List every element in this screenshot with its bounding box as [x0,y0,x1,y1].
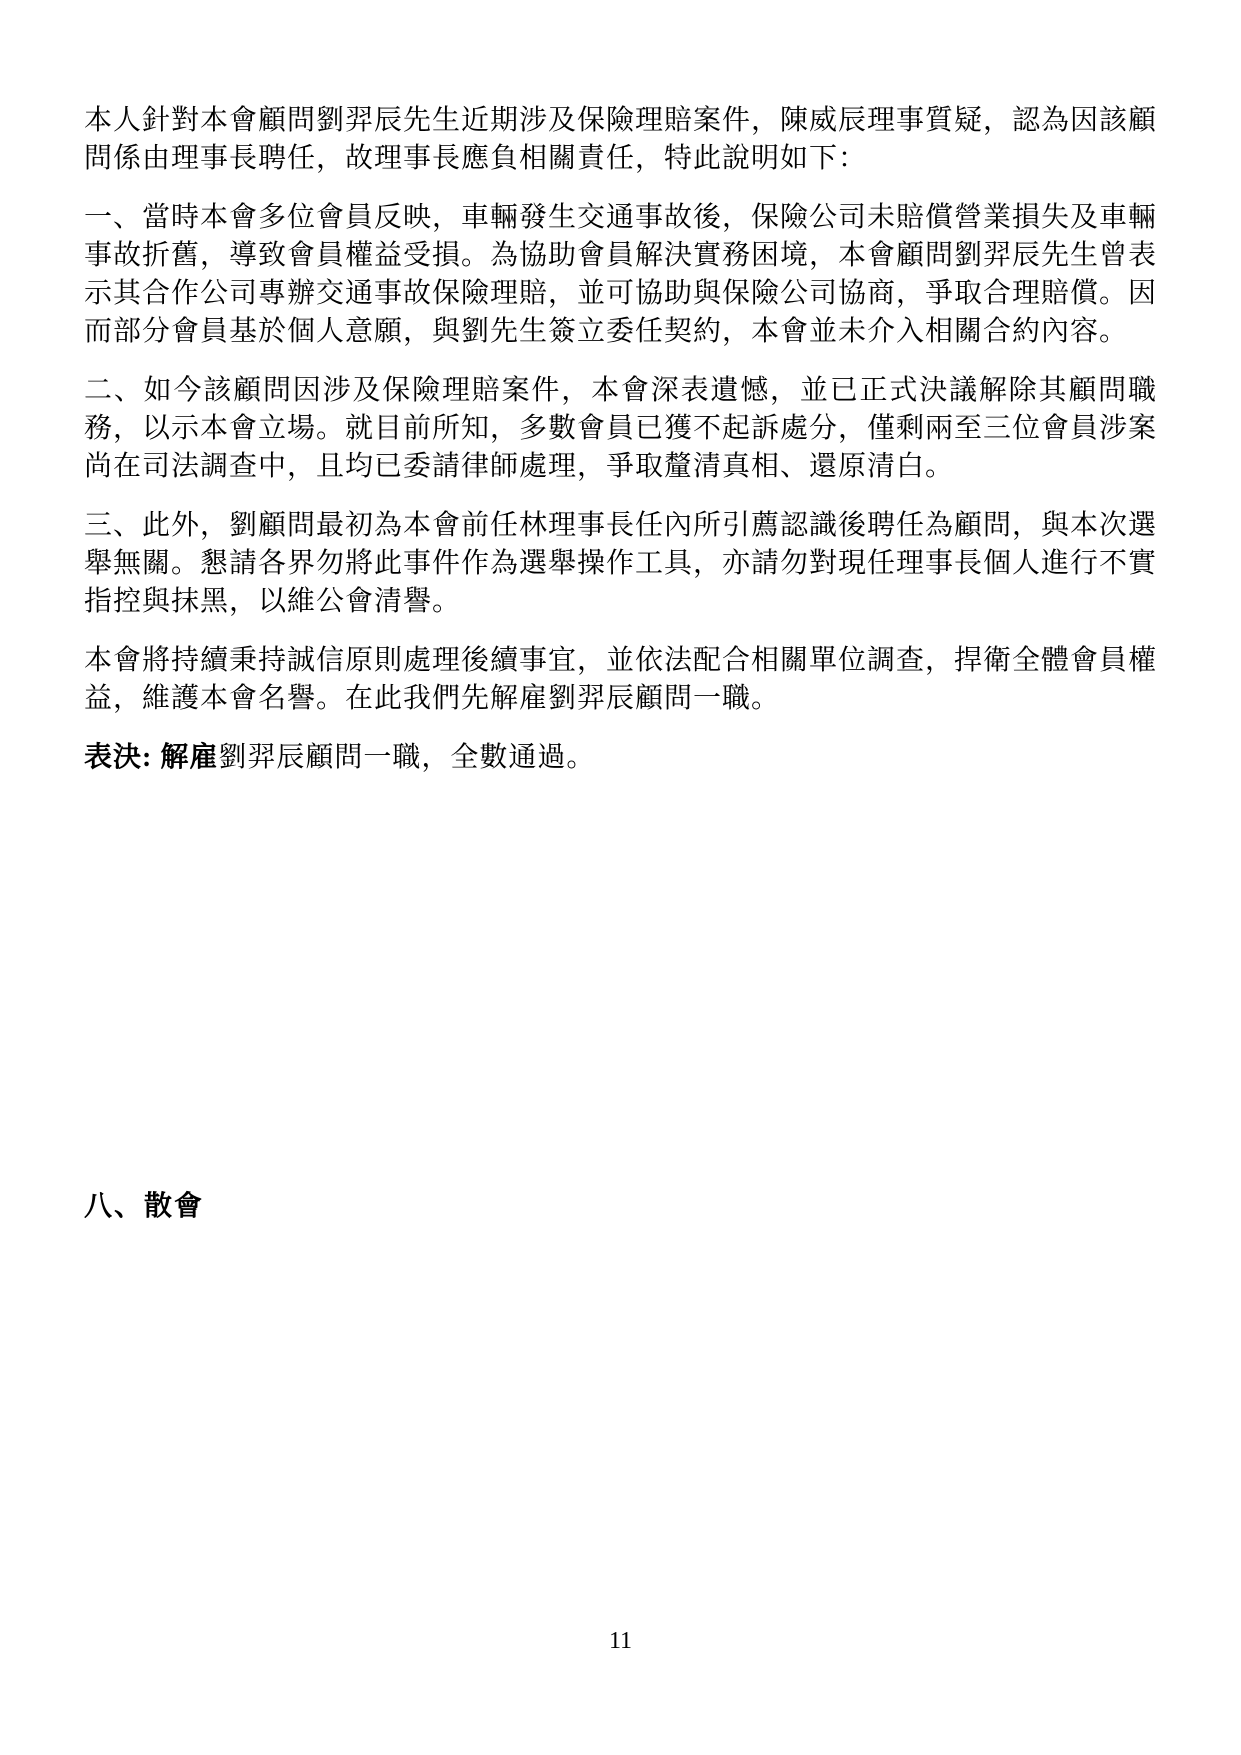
page-number: 11 [608,1628,633,1654]
paragraph-intro: 本人針對本會顧問劉羿辰先生近期涉及保險理賠案件，陳威辰理事質疑，認為因該顧問係由理事長聘任，故理事長應負相關責任，特此說明如下： [84,105,1158,174]
vote-result-text: 劉羿辰顧問一職，全數通過。 [218,742,596,773]
paragraph-closing: 本會將持續秉持誠信原則處理後續事宜，並依法配合相關單位調查，捍衛全體會員權益，維護本會名譽。在此我們先解雇劉羿辰顧問一職。 [84,645,1158,714]
vote-label: 表決: 解雇 [84,742,219,773]
paragraph-item-3: 三、此外，劉顧問最初為本會前任林理事長任內所引薦認識後聘任為顧問，與本次選舉無關。懇請各界勿將此事件作為選舉操作工具，亦請勿對現任理事長個人進行不實指控與抹黑，以維公會清譽。 [84,510,1158,617]
paragraph-item-2: 二、如今該顧問因涉及保險理賠案件，本會深表遺憾，並已正式決議解除其顧問職務，以示本會立場。就目前所知，多數會員已獲不起訴處分，僅剩兩至三位會員涉案尚在司法調查中，且均已委請律師處理，爭取釐清真相、還原清白。 [84,375,1158,482]
section-heading-adjourn: 八、散會 [84,1191,205,1222]
paragraph-item-1: 一、當時本會多位會員反映，車輛發生交通事故後，保險公司未賠償營業損失及車輛事故折舊，導致會員權益受損。為協助會員解決實務困境，本會顧問劉羿辰先生曾表示其合作公司專辦交通事故保險理賠，並可協助與保險公司協商，爭取合理賠償。因而部分會員基於個人意願，與劉先生簽立委任契約，本會並未介入相關合約內容。 [84,202,1158,347]
paragraph-vote [84,739,1157,777]
